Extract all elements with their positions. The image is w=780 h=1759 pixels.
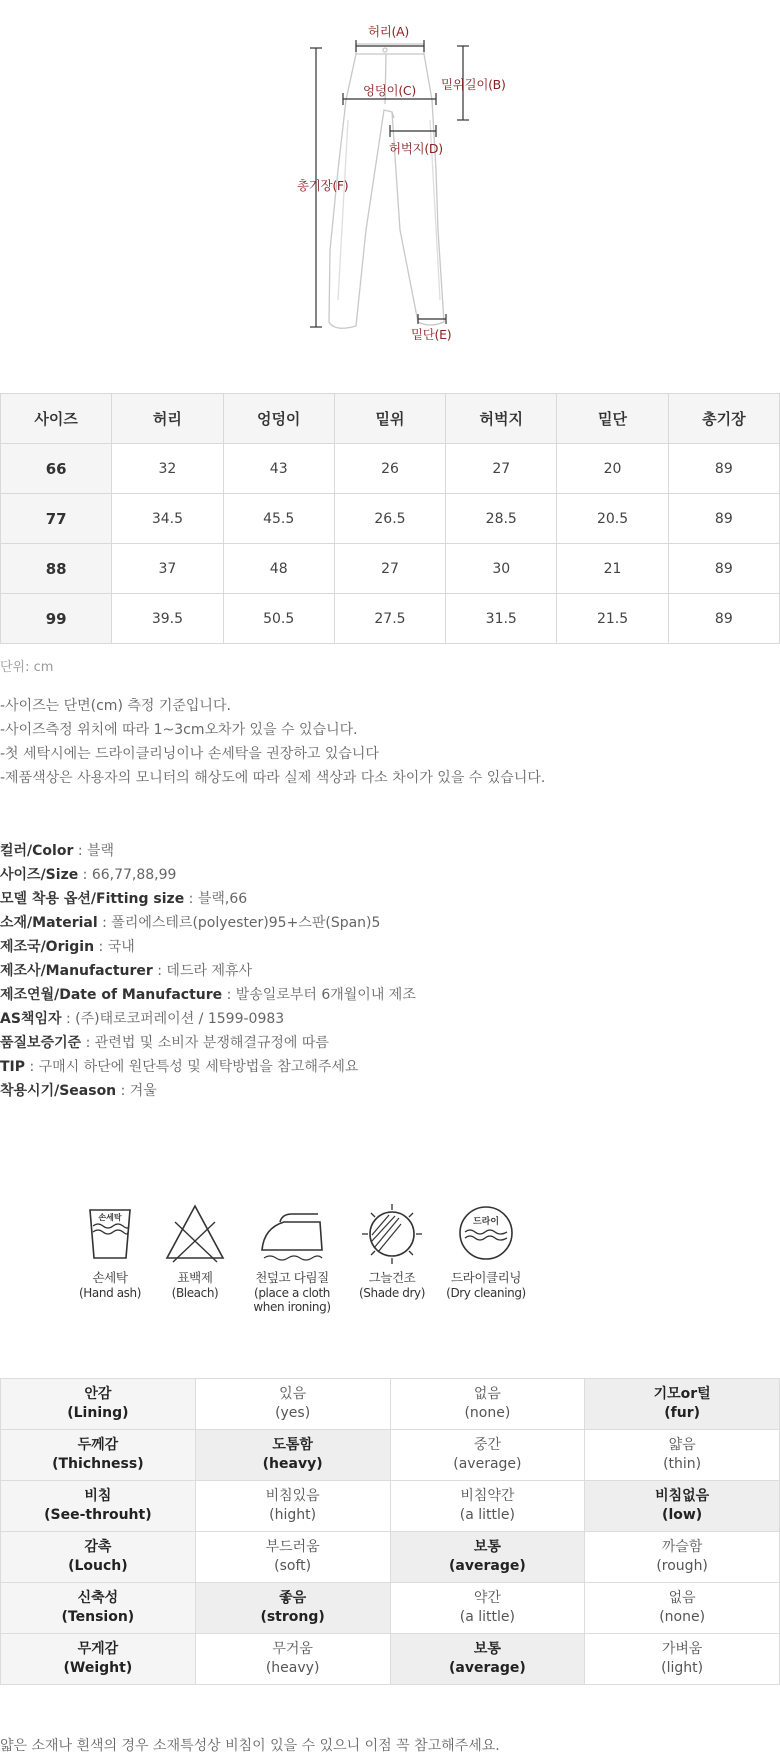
attribute-option [390,1430,585,1481]
note-line: -제품색상은 사용자의 모니터의 해상도에 따라 실제 색상과 다소 차이가 있을 수 있습니다. [0,770,546,786]
info-label: 착용시기/Season [0,1083,117,1099]
option-ko: 도톰함 [272,1437,313,1453]
attribute-option-selected [585,1481,780,1532]
dry-clean-icon-text: 드라이 [472,1217,500,1227]
note-line: -첫 세탁시에는 드라이클리닝이나 손세탁을 권장하고 있습니다 [0,746,379,762]
header-size: 사이즈 [1,394,112,444]
info-value: : 데드라 제휴사 [152,963,253,979]
option-en: (strong) [260,1609,325,1625]
attribute-option [585,1583,780,1634]
attribute-name-en: (Louch) [68,1558,128,1574]
info-row [0,887,416,911]
hip-label: 엉덩이(C) [363,83,416,98]
attribute-option [195,1379,390,1430]
attribute-option [390,1379,585,1430]
care-label: 드라이클리닝 [450,1270,522,1285]
info-row [0,911,416,935]
table-cell: 32 [112,444,223,494]
option-ko: 비침약간 [460,1488,515,1504]
table-cell: 26 [334,444,445,494]
table-cell: 89 [668,544,779,594]
attribute-name-ko: 비침 [84,1488,112,1504]
size-cell: 77 [1,494,112,544]
header-thigh: 허벅지 [446,394,557,444]
info-row [0,959,416,983]
info-value: : (주)태로코퍼레이션 / 1599-0983 [61,1011,285,1027]
attribute-option [195,1532,390,1583]
hem-label: 밑단(E) [411,327,452,342]
table-cell: 28.5 [446,494,557,544]
option-ko: 없음 [668,1590,696,1606]
option-ko: 보통 [473,1641,501,1657]
attribute-option-selected [195,1430,390,1481]
info-label: 모델 착용 옵션/Fitting size [0,891,185,907]
table-cell: 26.5 [334,494,445,544]
info-row [0,863,416,887]
info-label: 품질보증기준 [0,1035,82,1051]
option-ko: 중간 [473,1437,501,1453]
option-en: (fur) [664,1405,700,1421]
note-line: -사이즈측정 위치에 따라 1~3cm오차가 있을 수 있습니다. [0,722,358,738]
care-label: 손세탁 [92,1270,128,1285]
table-cell: 45.5 [223,494,334,544]
info-value: : 폴리에스테르(polyester)95+스판(Span)5 [97,915,381,931]
option-en: (a little) [459,1609,515,1625]
option-ko: 얇음 [668,1437,696,1453]
size-table [0,393,780,644]
option-en: (hight) [269,1507,317,1523]
care-shade-dry [349,1202,435,1322]
attribute-name-en: (See-throuht) [44,1507,152,1523]
table-cell: 89 [668,444,779,494]
option-ko: 가벼움 [661,1641,703,1657]
size-cell: 88 [1,544,112,594]
hand-wash-icon-text: 손세탁 [98,1213,122,1222]
attribute-name [1,1532,196,1583]
waist-label: 허리(A) [368,24,409,39]
table-cell: 31.5 [446,594,557,644]
table-cell: 27 [334,544,445,594]
header-rise: 밑위 [334,394,445,444]
option-en: (average) [453,1456,522,1472]
shade-dry-icon [359,1202,425,1264]
bottom-note: 얇은 소재나 흰색의 경우 소재특성상 비침이 있을 수 있으니 이점 꼭 참고해주세요. [0,1738,500,1754]
option-en: (none) [659,1609,706,1625]
attribute-option-selected [195,1583,390,1634]
attribute-row-touch [1,1532,780,1583]
option-ko: 있음 [279,1386,307,1402]
attribute-row-see-through [1,1481,780,1532]
care-label-en: (Shade dry) [358,1286,425,1300]
attribute-option [195,1481,390,1532]
option-en: (light) [661,1660,704,1676]
care-label: 천덮고 다림질 [255,1270,329,1285]
attribute-name-ko: 신축성 [77,1590,119,1606]
option-ko: 보통 [473,1539,501,1555]
table-cell: 37 [112,544,223,594]
rise-label: 밑위길이(B) [441,77,506,92]
attribute-option-selected [390,1634,585,1685]
care-label-en-line2: when ironing) [253,1300,331,1314]
option-en: (none) [464,1405,511,1421]
header-hip: 엉덩이 [223,394,334,444]
option-en: (heavy) [265,1660,320,1676]
table-cell: 30 [446,544,557,594]
option-ko: 기모or털 [653,1386,711,1402]
info-row [0,935,416,959]
info-row [0,839,416,863]
attribute-name [1,1379,196,1430]
info-row [0,1031,416,1055]
info-row [0,1079,416,1103]
care-label-en: (place a cloth [254,1286,330,1300]
table-cell: 43 [223,444,334,494]
attribute-option-selected [390,1532,585,1583]
info-value: : 블랙,66 [184,891,248,907]
size-notes [0,694,545,790]
attribute-name [1,1583,196,1634]
care-label: 표백제 [177,1270,213,1285]
table-cell: 27 [446,444,557,494]
attribute-name-en: (Weight) [63,1660,133,1676]
info-value: : 66,77,88,99 [78,867,177,883]
care-dry-clean [438,1202,534,1322]
pants-measurement-diagram [0,0,780,392]
info-value: : 구매시 하단에 원단특성 및 세탁방법을 참고해주세요 [25,1059,359,1075]
attribute-option [585,1532,780,1583]
care-label-en: (Hand ash) [79,1286,141,1300]
attribute-name-ko: 안감 [84,1386,112,1402]
attribute-name [1,1481,196,1532]
attribute-name-en: (Tension) [61,1609,135,1625]
care-no-bleach [155,1202,235,1322]
table-cell: 39.5 [112,594,223,644]
care-label-en: (Bleach) [171,1286,219,1300]
attribute-name-en: (Lining) [67,1405,129,1421]
option-en: (soft) [274,1558,312,1574]
product-info [0,839,416,1103]
size-cell: 66 [1,444,112,494]
attribute-option [585,1634,780,1685]
option-ko: 없음 [473,1386,501,1402]
attribute-name-ko: 무게감 [77,1641,119,1657]
info-value: : 국내 [94,939,135,955]
attribute-row-tension [1,1583,780,1634]
table-cell: 21.5 [557,594,668,644]
note-line: -사이즈는 단면(cm) 측정 기준입니다. [0,698,231,714]
table-cell: 50.5 [223,594,334,644]
attribute-name [1,1634,196,1685]
pants-outline-graphic [0,0,780,392]
info-value: : 발송일로부터 6개월이내 제조 [222,987,416,1003]
info-label: 제조사/Manufacturer [0,963,153,979]
option-en: (heavy) [262,1456,323,1472]
dry-clean-icon [455,1202,517,1264]
attribute-option [390,1481,585,1532]
care-iron-with-cloth [244,1202,340,1322]
info-value: : 블랙 [73,843,115,859]
table-cell: 27.5 [334,594,445,644]
attribute-option [390,1583,585,1634]
option-en: (rough) [656,1558,708,1574]
hand-wash-icon [80,1202,140,1264]
attribute-option [585,1430,780,1481]
info-value: : 관련법 및 소비자 분쟁해결규정에 따름 [81,1035,329,1051]
table-cell: 89 [668,494,779,544]
attribute-name [1,1430,196,1481]
table-cell: 34.5 [112,494,223,544]
option-ko: 비침없음 [655,1488,710,1504]
option-ko: 까슬함 [661,1539,703,1555]
size-table-header [1,394,780,444]
attribute-option-selected [585,1379,780,1430]
info-label: TIP [0,1059,26,1075]
option-ko: 좋음 [279,1590,307,1606]
option-en: (low) [662,1507,703,1523]
info-row [0,1007,416,1031]
table-row [1,544,780,594]
attribute-option [195,1634,390,1685]
info-value: : 겨울 [116,1083,157,1099]
attribute-row-thickness [1,1430,780,1481]
no-bleach-icon [163,1202,227,1264]
info-row [0,1055,416,1079]
option-en: (yes) [275,1405,311,1421]
info-label: 제조국/Origin [0,939,95,955]
thigh-label: 허벅지(D) [389,141,443,156]
table-row [1,444,780,494]
size-cell: 99 [1,594,112,644]
attribute-name-en: (Thichness) [52,1456,144,1472]
header-hem: 밑단 [557,394,668,444]
info-row [0,983,416,1007]
care-label: 그늘건조 [368,1270,416,1285]
table-row [1,594,780,644]
table-cell: 89 [668,594,779,644]
header-waist: 허리 [112,394,223,444]
unit-label: 단위: cm [0,660,54,675]
info-label: 제조연월/Date of Manufacture [0,987,223,1003]
attribute-row-lining [1,1379,780,1430]
table-cell: 20 [557,444,668,494]
table-row [1,494,780,544]
care-hand-wash [70,1202,150,1322]
fabric-attribute-table [0,1378,780,1685]
option-en: (thin) [663,1456,702,1472]
header-length: 총기장 [668,394,779,444]
attribute-name-ko: 감촉 [84,1539,112,1555]
info-label: 사이즈/Size [0,867,79,883]
option-ko: 부드러움 [265,1539,320,1555]
option-en: (average) [449,1660,526,1676]
table-cell: 20.5 [557,494,668,544]
length-label: 총기장(F) [297,178,349,193]
option-en: (a little) [459,1507,515,1523]
option-ko: 약간 [473,1590,501,1606]
table-cell: 48 [223,544,334,594]
info-label: 소재/Material [0,915,98,931]
table-cell: 21 [557,544,668,594]
option-en: (average) [449,1558,526,1574]
option-ko: 비침있음 [265,1488,320,1504]
attribute-name-ko: 두께감 [77,1437,119,1453]
info-label: 컬러/Color [0,843,74,859]
attribute-row-weight [1,1634,780,1685]
info-label: AS책임자 [0,1011,62,1027]
care-label-en: (Dry cleaning) [446,1286,526,1300]
iron-with-cloth-icon [256,1202,328,1264]
option-ko: 무거움 [272,1641,313,1657]
